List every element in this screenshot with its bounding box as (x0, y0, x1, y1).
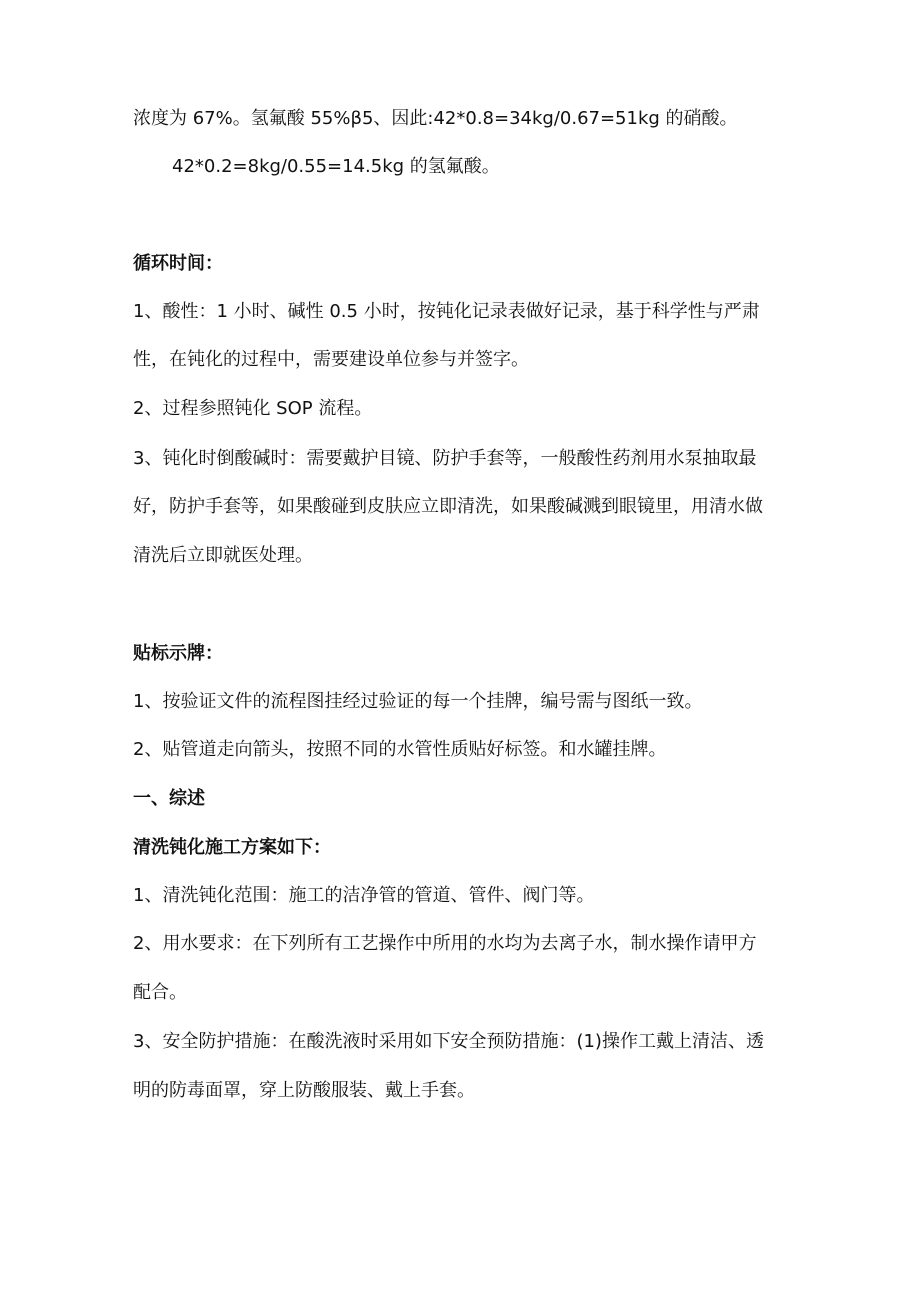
paragraph-line: 3、钝化时倒酸碱时：需要戴护目镜、防护手套等，一般酸性药剂用水泵抽取最 (133, 448, 757, 469)
heading-cycle-time: 循环时间： (133, 253, 223, 274)
calc-line-nitric: 浓度为 67%。氢氟酸 55%β5、因此:42*0.8=34kg/0.67=51kg 的硝酸。 (133, 108, 738, 129)
paragraph-line: 1、酸性：1 小时、碱性 0.5 小时，按钝化记录表做好记录，基于科学性与严肃 (133, 301, 760, 322)
paragraph-line: 明的防毒面罩，穿上防酸服装、戴上手套。 (133, 1080, 475, 1101)
paragraph-line: 性，在钝化的过程中，需要建设单位参与并签字。 (133, 349, 529, 370)
paragraph-line: 2、过程参照钝化 SOP 流程。 (133, 398, 373, 419)
paragraph-line: 1、按验证文件的流程图挂经过验证的每一个挂牌，编号需与图纸一致。 (133, 691, 703, 712)
paragraph-line: 2、贴管道走向箭头，按照不同的水管性质贴好标签。和水罐挂牌。 (133, 739, 667, 760)
paragraph-line: 好，防护手套等，如果酸碰到皮肤应立即清洗，如果酸碱溅到眼镜里，用清水做 (133, 496, 763, 517)
paragraph-line: 2、用水要求：在下列所有工艺操作中所用的水均为去离子水，制水操作请甲方 (133, 933, 757, 954)
paragraph-line: 1、清洗钝化范围：施工的洁净管的管道、管件、阀门等。 (133, 885, 595, 906)
heading-overview: 一、综述 (133, 788, 205, 809)
paragraph-line: 3、安全防护措施：在酸洗液时采用如下安全预防措施：(1)操作工戴上清洁、透 (133, 1031, 764, 1052)
calc-line-hydrofluoric: 42*0.2=8kg/0.55=14.5kg 的氢氟酸。 (172, 156, 500, 177)
heading-cleaning-plan: 清洗钝化施工方案如下： (133, 837, 331, 858)
paragraph-line: 配合。 (133, 982, 187, 1003)
heading-signage: 贴标示牌： (133, 643, 223, 664)
paragraph-line: 清洗后立即就医处理。 (133, 545, 313, 566)
